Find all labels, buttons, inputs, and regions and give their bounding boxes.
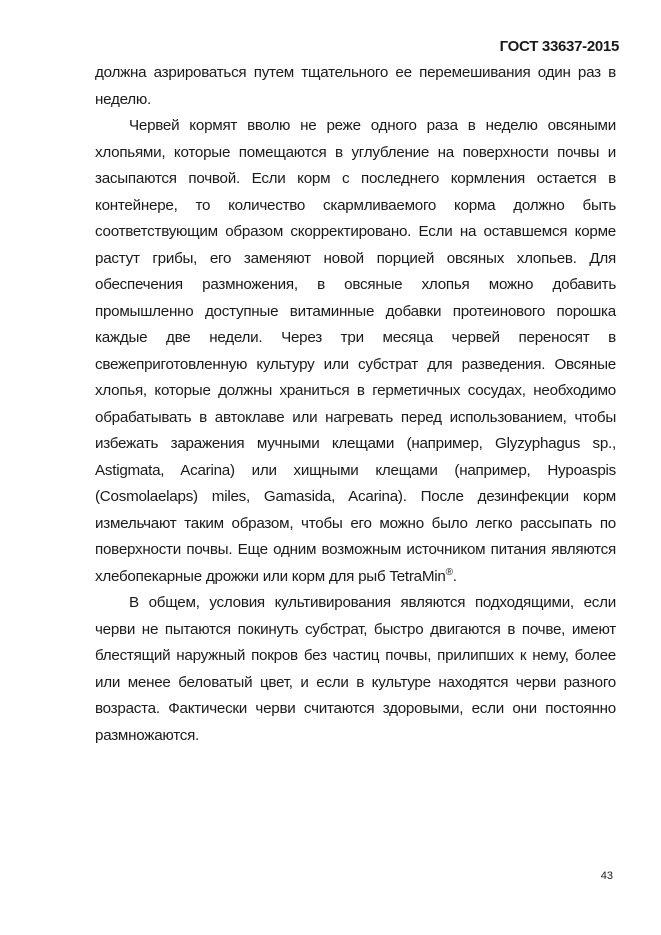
paragraph-continuation: должна азрироваться путем тщательного ее перемешивания один раз в неделю.	[95, 64, 616, 108]
paragraph-feeding-text: Червей кормят вволю не реже одного раза в неделю овсяными хлопьями, которые помещаются в углубление на поверхности почвы и засыпаются почвой. Если корм с последнего кормления остается в контейнере, то количество скармливаемого корма должно быть соответствующим образом скорректировано. Если на оставшемся корме растут грибы, его заменяют новой порцией овсяных хлопьев. Для обеспечения размножения, в овсяные хлопья можно добавить промышленно доступные витаминные добавки протеинового порошка каждые две недели. Через три месяца червей переносят в свежеприготовленную культуру или субстрат для разведения. Овсяные хлопья, которые должны храниться в герметичных сосудах, необходимо обрабатывать в автоклаве или нагревать перед использованием, чтобы избежать заражения мучными клещами (например, Glyzyphagus sp., Astigmata, Acarina) или хищными клещами (например, Hypoaspis (Cosmolaelaps) miles, Gamasida, Acarina). После дезинфекции корм измельчают таким образом, чтобы его можно было легко рассыпать по поверхности почвы. Еще одним возможным источником питания являются хлебопекарные дрожжи или корм для рыб TetraMin	[95, 117, 616, 585]
registered-trademark-mark: ®	[445, 566, 453, 578]
paragraph-conditions: В общем, условия культивирования являются подходящими, если черви не пытаются покинуть субстрат, быстро двигаются в почве, имеют блестящий наружный покров без частиц почвы, прилипших к нему, более или менее беловатый цвет, и если в культуре находятся черви разного возраста. Фактически черви считаются здоровыми, если они постоянно размножаются.	[95, 594, 616, 744]
document-code-header: ГОСТ 33637-2015	[499, 38, 619, 55]
document-body	[95, 60, 616, 749]
paragraph-feeding-end: .	[452, 567, 457, 585]
paragraph-feeding	[95, 113, 616, 590]
page-number: 43	[600, 870, 613, 882]
